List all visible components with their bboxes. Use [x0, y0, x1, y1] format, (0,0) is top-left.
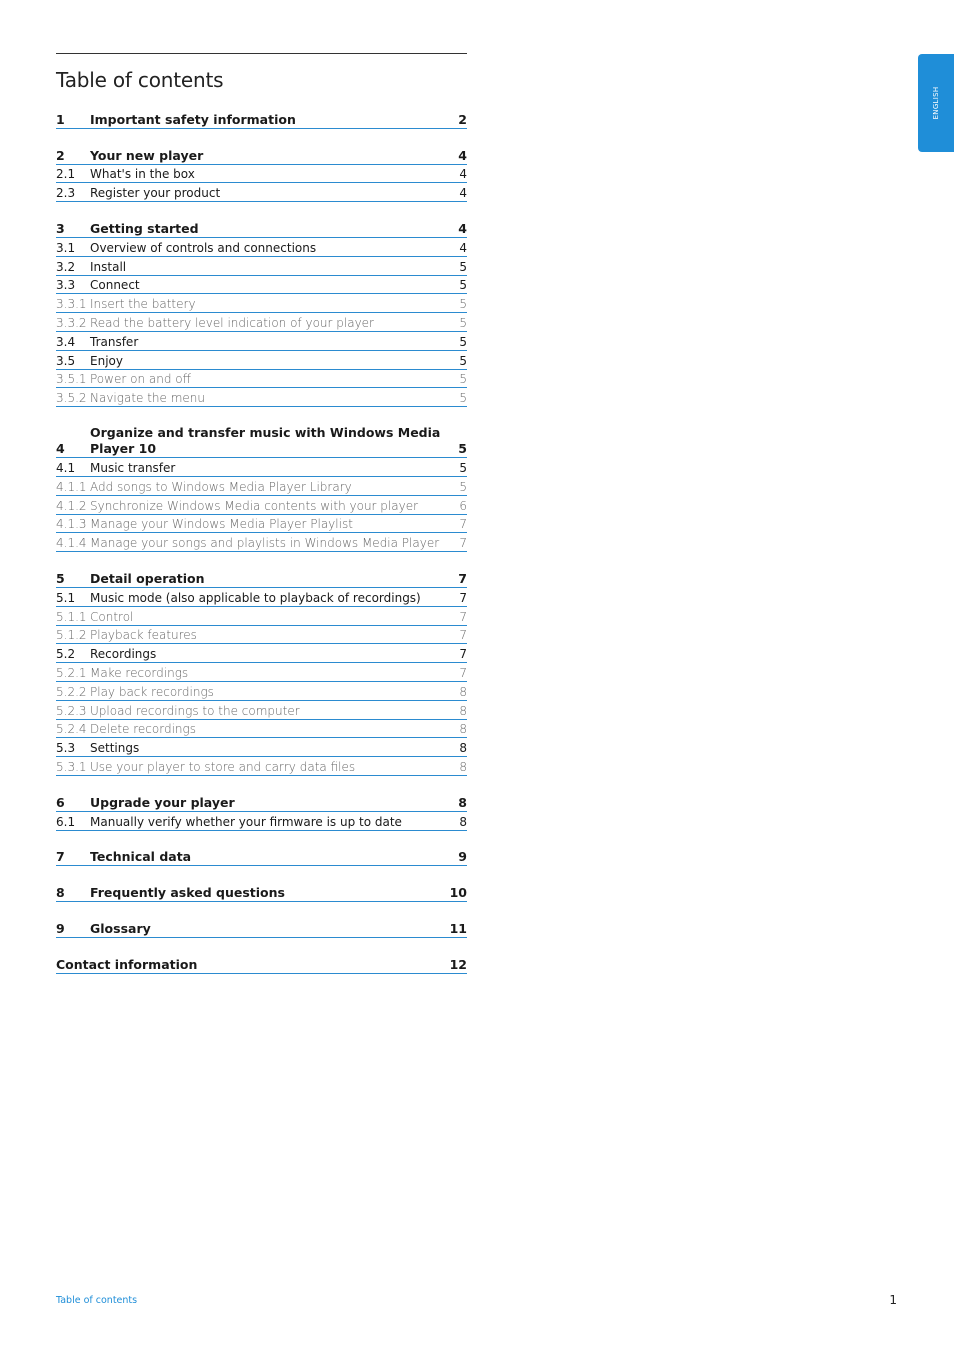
toc-entry[interactable]	[56, 607, 467, 626]
toc-entry-page: 4	[458, 220, 467, 236]
toc-entry-page: 7	[459, 647, 467, 662]
toc-entry-title: What's in the box	[90, 167, 195, 182]
toc-entry-title: Important safety information	[90, 111, 296, 127]
toc-group	[56, 110, 467, 129]
toc-entry[interactable]	[56, 257, 467, 276]
toc-entry-title: Use your player to store and carry data files	[90, 759, 356, 774]
language-tab	[918, 54, 954, 152]
toc-entry-title: Insert the battery	[90, 297, 196, 312]
toc-entry[interactable]	[56, 883, 467, 902]
toc-entry-number: 8	[56, 885, 65, 901]
toc-entry-title: Play back recordings	[90, 684, 214, 699]
toc-entry-number: 5.3	[56, 741, 76, 756]
toc-entry-number: 5.2.1	[56, 665, 87, 680]
toc-entry-title: Read the battery level indication of your player	[90, 315, 374, 330]
toc-entry-title: Settings	[90, 741, 140, 756]
toc-entry[interactable]	[56, 110, 467, 129]
page-title: Table of contents	[56, 68, 224, 92]
toc-entry[interactable]	[56, 955, 467, 974]
toc-entry-title: Delete recordings	[90, 722, 196, 737]
toc-entry-page: 12	[449, 956, 467, 972]
toc-entry-title: Glossary	[90, 920, 151, 936]
toc-entry[interactable]	[56, 682, 467, 701]
toc-entry[interactable]	[56, 424, 467, 458]
toc-entry-page: 4	[459, 240, 467, 255]
toc-entry-number: 3.2	[56, 259, 76, 274]
toc-group	[56, 955, 467, 974]
toc-entry-title: Technical data	[90, 849, 192, 865]
toc-entry-page: 8	[459, 814, 467, 829]
toc-entry[interactable]	[56, 458, 467, 477]
toc-entry-page: 8	[458, 794, 467, 810]
toc-entry-title: Register your product	[90, 186, 221, 201]
toc-entry-title: Upgrade your player	[90, 794, 235, 810]
toc-entry-page: 5	[459, 372, 467, 387]
top-rule	[56, 53, 467, 54]
toc-entry-number: 4.1.1	[56, 479, 87, 494]
toc-entry-page: 5	[459, 297, 467, 312]
toc-group	[56, 569, 467, 776]
toc-entry-number: 4.1.2	[56, 498, 87, 513]
toc-entry-title-line2: Player 10	[90, 441, 157, 457]
toc-entry[interactable]	[56, 388, 467, 407]
toc-entry-page: 7	[459, 536, 467, 551]
toc-entry-page: 5	[459, 479, 467, 494]
toc-entry-number: 5.2.4	[56, 722, 87, 737]
toc-entry-title: Manage your Windows Media Player Playlist	[90, 517, 353, 532]
toc-entry-page: 4	[459, 167, 467, 182]
toc-entry-number: 5.3.1	[56, 759, 87, 774]
toc-entry-page: 5	[459, 460, 467, 475]
toc-entry-title-line1: Organize and transfer music with Windows Media	[90, 425, 441, 441]
toc-entry[interactable]	[56, 238, 467, 257]
toc-entry[interactable]	[56, 276, 467, 295]
language-tab-label: ENGLISH	[932, 86, 940, 120]
toc-entry-page: 5	[459, 391, 467, 406]
toc-entry-page: 7	[459, 665, 467, 680]
toc-entry[interactable]	[56, 515, 467, 534]
toc-entry-page: 9	[458, 849, 467, 865]
toc-entry-title: Transfer	[90, 334, 139, 349]
toc-entry[interactable]	[56, 720, 467, 739]
toc-entry-title: Music mode (also applicable to playback of recordings)	[90, 590, 421, 605]
toc-entry-number: 5.1	[56, 590, 76, 605]
toc-entry-page: 8	[459, 684, 467, 699]
toc-entry-number: 2.1	[56, 167, 76, 182]
toc-entry-page: 11	[449, 920, 467, 936]
toc-entry[interactable]	[56, 569, 467, 588]
toc-entry[interactable]	[56, 183, 467, 202]
page-number: 1	[889, 1293, 897, 1307]
toc-entry-page: 7	[459, 517, 467, 532]
toc-entry-number: 5.2.2	[56, 684, 87, 699]
toc-entry-number: 3.3.1	[56, 297, 87, 312]
toc-entry-title: Navigate the menu	[90, 391, 206, 406]
toc-entry-title: Install	[90, 259, 127, 274]
toc-entry[interactable]	[56, 496, 467, 515]
toc-entry-page: 4	[458, 147, 467, 163]
toc-entry[interactable]	[56, 351, 467, 370]
toc-group	[56, 848, 467, 867]
toc-entry-page: 5	[459, 334, 467, 349]
toc-entry-number: 6	[56, 794, 65, 810]
toc-entry-page: 8	[459, 741, 467, 756]
toc-entry-number: 3.1	[56, 240, 76, 255]
toc-group	[56, 424, 467, 552]
toc-entry-number: 4.1.3	[56, 517, 87, 532]
toc-entry[interactable]	[56, 812, 467, 831]
toc-entry-title	[90, 425, 458, 457]
toc-entry-title: Synchronize Windows Media contents with your player	[90, 498, 419, 513]
toc-entry-title: Manage your songs and playlists in Windows Media Player	[90, 536, 440, 551]
toc-entry-page: 5	[459, 315, 467, 330]
toc-entry-number: 9	[56, 920, 65, 936]
toc-entry-page: 5	[459, 353, 467, 368]
toc-entry[interactable]	[56, 294, 467, 313]
toc-entry-number: 4.1	[56, 460, 76, 475]
toc-entry-number: 3.3	[56, 278, 76, 293]
toc-entry[interactable]	[56, 219, 467, 238]
toc-entry-title: Control	[90, 609, 134, 624]
toc-group	[56, 793, 467, 831]
toc-entry-page: 5	[459, 278, 467, 293]
toc-entry[interactable]	[56, 701, 467, 720]
toc-entry[interactable]	[56, 165, 467, 184]
toc-entry[interactable]	[56, 919, 467, 938]
toc-entry[interactable]	[56, 332, 467, 351]
toc-entry-number: 5.2	[56, 647, 76, 662]
toc-entry-number: 5.1.2	[56, 628, 87, 643]
toc-entry-title: Your new player	[90, 147, 204, 163]
toc-entry-title: Enjoy	[90, 353, 123, 368]
toc-entry-title: Getting started	[90, 220, 199, 236]
toc-entry-number: 3.5.1	[56, 372, 87, 387]
toc-entry[interactable]	[56, 626, 467, 645]
toc-entry-number: 5	[56, 570, 65, 586]
toc-group	[56, 219, 467, 407]
toc-entry-page: 8	[459, 722, 467, 737]
toc-entry-title: Overview of controls and connections	[90, 240, 317, 255]
table-of-contents	[56, 110, 467, 991]
toc-entry[interactable]	[56, 146, 467, 165]
toc-entry-title: Upload recordings to the computer	[90, 703, 300, 718]
toc-entry[interactable]	[56, 588, 467, 607]
toc-entry-number: 4	[56, 441, 65, 457]
toc-entry-page: 8	[459, 759, 467, 774]
toc-entry-number: 3.3.2	[56, 315, 87, 330]
toc-entry-number: 4.1.4	[56, 536, 87, 551]
toc-entry-number: 3	[56, 220, 65, 236]
toc-entry-number: 3.4	[56, 334, 76, 349]
toc-entry-number: 1	[56, 111, 65, 127]
toc-entry-page: 5	[458, 441, 467, 457]
toc-entry-number: 5.2.3	[56, 703, 87, 718]
toc-entry[interactable]	[56, 848, 467, 867]
toc-entry-title: Frequently asked questions	[90, 885, 285, 901]
footer-section-label: Table of contents	[56, 1295, 138, 1306]
toc-entry-page: 8	[459, 703, 467, 718]
toc-entry-number: 2	[56, 147, 65, 163]
toc-entry-page: 5	[459, 259, 467, 274]
toc-entry[interactable]	[56, 313, 467, 332]
toc-entry-title: Manually verify whether your firmware is up to date	[90, 814, 402, 829]
toc-entry-number: 3.5	[56, 353, 76, 368]
toc-entry-page: 7	[458, 570, 467, 586]
toc-entry[interactable]	[56, 370, 467, 389]
toc-entry-page: 10	[449, 885, 467, 901]
toc-entry[interactable]	[56, 738, 467, 757]
toc-entry-page: 7	[459, 628, 467, 643]
toc-entry-page: 2	[458, 111, 467, 127]
toc-entry-title: Detail operation	[90, 570, 205, 586]
toc-entry-number: 2.3	[56, 186, 76, 201]
toc-entry-title: Power on and off	[90, 372, 191, 387]
toc-group	[56, 883, 467, 902]
toc-group	[56, 919, 467, 938]
toc-group	[56, 146, 467, 202]
toc-entry-title: Recordings	[90, 647, 157, 662]
toc-entry-page: 7	[459, 609, 467, 624]
toc-entry-page: 6	[459, 498, 467, 513]
toc-entry-number: 6.1	[56, 814, 76, 829]
toc-entry[interactable]	[56, 757, 467, 776]
toc-entry[interactable]	[56, 533, 467, 552]
toc-entry-page: 7	[459, 590, 467, 605]
toc-entry[interactable]	[56, 644, 467, 663]
toc-entry-number: 7	[56, 849, 65, 865]
toc-entry-title: Connect	[90, 278, 140, 293]
toc-entry-title: Add songs to Windows Media Player Library	[90, 479, 352, 494]
toc-entry-number: 5.1.1	[56, 609, 87, 624]
toc-entry-title: Playback features	[90, 628, 197, 643]
toc-entry-title: Contact information	[56, 956, 198, 972]
toc-entry-number: 3.5.2	[56, 391, 87, 406]
toc-entry-page: 4	[459, 186, 467, 201]
toc-entry-title: Make recordings	[90, 665, 189, 680]
toc-entry-title: Music transfer	[90, 460, 176, 475]
toc-entry[interactable]	[56, 663, 467, 682]
toc-entry[interactable]	[56, 793, 467, 812]
toc-entry[interactable]	[56, 477, 467, 496]
